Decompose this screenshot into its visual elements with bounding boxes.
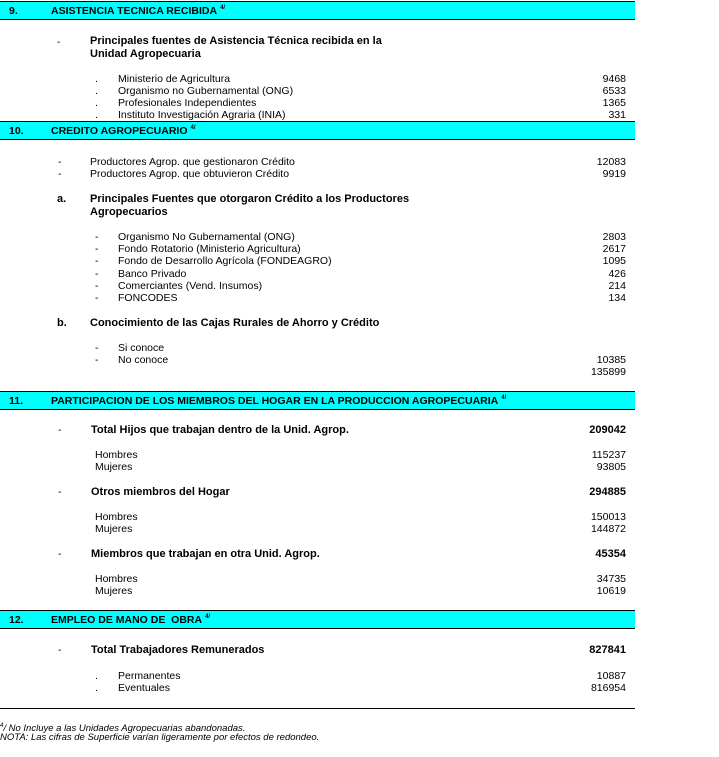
subheading: [90, 35, 382, 61]
section-number: 12.: [9, 614, 24, 626]
item-value: 2617: [602, 243, 626, 255]
section-11-banner: [0, 391, 635, 410]
section-title-text: CREDITO AGROPECUARIO: [51, 125, 188, 137]
section-number: 9.: [9, 5, 18, 17]
item-label: Productores Agrop. que obtuvieron Crédito: [90, 168, 290, 180]
bullet: .: [95, 670, 98, 682]
item-label: Organismo No Gubernamental (ONG): [118, 231, 295, 243]
men-label: Hombres: [95, 449, 138, 461]
group-total: 294885: [589, 486, 626, 498]
section-title: [51, 395, 506, 407]
women-label: Mujeres: [95, 461, 133, 473]
bullet: -: [95, 354, 99, 366]
footnote-mark: 4/: [220, 4, 226, 11]
section-number: 10.: [9, 125, 24, 137]
item-value: 9919: [602, 168, 626, 180]
bullet: -: [58, 168, 62, 180]
section-9-banner: [0, 1, 635, 20]
bullet: -: [95, 292, 99, 304]
women-value: 144872: [590, 523, 626, 535]
section-title-text: ASISTENCIA TECNICA RECIBIDA: [51, 5, 218, 17]
women-label: Mujeres: [95, 523, 133, 535]
subheading-line: Unidad Agropecuaria: [90, 48, 201, 60]
item-value: 816954: [590, 682, 626, 694]
bullet: -: [58, 644, 62, 656]
group-label: Miembros que trabajan en otra Unid. Agrop.: [91, 548, 320, 560]
footer-divider: [0, 708, 635, 709]
item-value: 134: [608, 292, 626, 304]
subheading-line: Agropecuarios: [90, 206, 168, 218]
item-label: Productores Agrop. que gestionaron Crédito: [90, 156, 295, 168]
item-label: Banco Privado: [118, 268, 187, 280]
men-value: 115237: [591, 449, 626, 461]
section-12-banner: [0, 610, 635, 629]
footnote-2: NOTA: Las cifras de Superficie varían ligeramente por efectos de redondeo.: [0, 732, 320, 743]
section-title: [51, 614, 210, 626]
bullet: -: [58, 424, 62, 436]
item-value: 12083: [596, 156, 626, 168]
item-value: 1095: [602, 255, 626, 267]
group-total: 209042: [589, 424, 626, 436]
item-value: 6533: [602, 85, 626, 97]
item-value: 10385: [596, 354, 626, 366]
men-value: 34735: [596, 573, 626, 585]
item-value: 331: [608, 109, 626, 121]
bullet: .: [95, 109, 98, 121]
footnote-text: / No Incluye a las Unidades Agropecuarias abandonadas.: [3, 723, 246, 735]
total-label: Total Trabajadores Remunerados: [91, 644, 265, 656]
item-label: Eventuales: [118, 682, 170, 694]
item-value: 214: [608, 280, 626, 292]
item-value: 10887: [596, 670, 626, 682]
item-value: 426: [608, 268, 626, 280]
item-value: 2803: [602, 231, 626, 243]
item-label: Ministerio de Agricultura: [118, 73, 231, 85]
section-title: [51, 5, 225, 17]
item-label: Permanentes: [118, 670, 181, 682]
bullet: -: [95, 231, 99, 243]
total-value: 827841: [589, 644, 626, 656]
bullet: -: [58, 156, 62, 168]
footnote-mark: 4: [0, 723, 4, 729]
bullet: .: [95, 97, 98, 109]
men-label: Hombres: [95, 511, 138, 523]
section-title-text: EMPLEO DE MANO DE OBRA: [51, 614, 203, 626]
subheading-line: Principales Fuentes que otorgaron Crédito a los Productores: [90, 193, 410, 205]
item-label: No conoce: [118, 354, 169, 366]
item-label: FONCODES: [118, 292, 178, 304]
subsection-heading: Conocimiento de las Cajas Rurales de Ahorro y Crédito: [90, 317, 380, 329]
women-value: 10619: [596, 585, 626, 597]
men-value: 150013: [590, 511, 626, 523]
item-label: Fondo de Desarrollo Agrícola (FONDEAGRO): [118, 255, 332, 267]
footnote-mark: 4/: [190, 124, 196, 131]
section-10-banner: [0, 121, 635, 140]
subsection-letter: a.: [57, 193, 67, 205]
group-label: Total Hijos que trabajan dentro de la Unid. Agrop.: [91, 424, 349, 436]
subsection-letter: b.: [57, 317, 67, 329]
men-label: Hombres: [95, 573, 138, 585]
footnote-mark: 4/: [501, 394, 507, 401]
item-label: Comerciantes (Vend. Insumos): [118, 280, 263, 292]
bullet: -: [95, 280, 99, 292]
footnote-mark: 4/: [205, 613, 211, 620]
group-total: 45354: [595, 548, 626, 560]
bullet: .: [95, 682, 98, 694]
bullet: -: [95, 243, 99, 255]
total-value: 135899: [590, 366, 626, 378]
bullet: .: [95, 73, 98, 85]
bullet: -: [58, 486, 62, 498]
item-label: Organismo no Gubernamental (ONG): [118, 85, 294, 97]
item-label: Instituto Investigación Agraria (INIA): [118, 109, 286, 121]
item-label: Profesionales Independientes: [118, 97, 257, 109]
bullet: -: [95, 255, 99, 267]
item-value: 9468: [602, 73, 626, 85]
bullet: -: [95, 268, 99, 280]
bullet: -: [95, 342, 99, 354]
section-title: [51, 125, 196, 137]
section-title-text: PARTICIPACION DE LOS MIEMBROS DEL HOGAR EN LA PRODUCCION AGROPECUARIA: [51, 395, 499, 407]
women-label: Mujeres: [95, 585, 133, 597]
group-label: Otros miembros del Hogar: [91, 486, 230, 498]
women-value: 93805: [596, 461, 626, 473]
section-number: 11.: [9, 395, 24, 407]
item-label: Fondo Rotatorio (Ministerio Agricultura): [118, 243, 301, 255]
bullet: -: [57, 36, 61, 48]
bullet: -: [58, 548, 62, 560]
subsection-heading: [90, 193, 409, 219]
subheading-line: Principales fuentes de Asistencia Técnica recibida en la: [90, 35, 382, 47]
item-label: Si conoce: [118, 342, 165, 354]
item-value: 1365: [602, 97, 626, 109]
bullet: .: [95, 85, 98, 97]
